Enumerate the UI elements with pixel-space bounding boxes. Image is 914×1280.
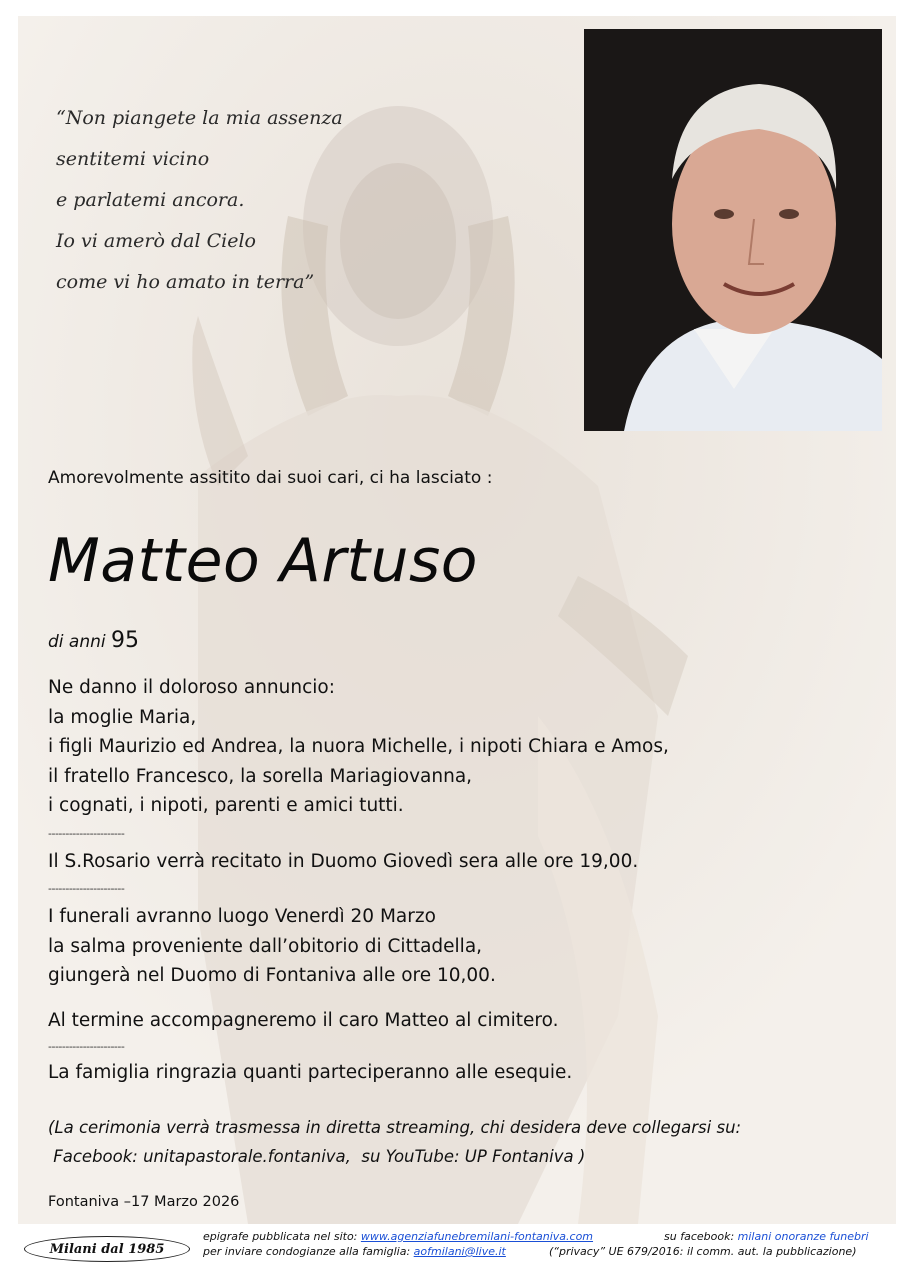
- mourners-line: il fratello Francesco, la sorella Mariagiovanna,: [48, 765, 473, 787]
- funeral-line: la salma proveniente dall’obitorio di Cittadella,: [48, 935, 483, 957]
- streaming-line: Facebook: unitapastorale.fontaniva, su YouTube: UP Fontaniva ): [48, 1147, 586, 1166]
- deceased-portrait-photo: [584, 29, 882, 431]
- cemetery-line: Al termine accompagneremo il caro Matteo al cimitero.: [48, 1010, 559, 1031]
- deceased-name: Matteo Artuso: [48, 526, 479, 596]
- separator: ----------------------: [48, 1040, 125, 1053]
- footer-row-2: [203, 1245, 506, 1258]
- mourners-line: Ne danno il doloroso annuncio:: [48, 677, 335, 698]
- quote-line: e parlatemi ancora.: [56, 189, 245, 211]
- facebook-page[interactable]: milani onoranze funebri: [737, 1230, 869, 1243]
- age-value: 95: [111, 628, 140, 653]
- quote-line: come vi ho amato in terra”: [56, 271, 315, 293]
- privacy-note: (“privacy” UE 679/2016: il comm. aut. la pubblicazione): [549, 1245, 857, 1258]
- obituary-sheet: [18, 16, 896, 1224]
- separator: ----------------------: [48, 882, 125, 895]
- mourners-line: i figli Maurizio ed Andrea, la nuora Michelle, i nipoti Chiara e Amos,: [48, 736, 669, 757]
- funeral-details: [48, 902, 496, 991]
- streaming-line: (La cerimonia verrà trasmessa in diretta streaming, chi desidera deve collegarsi su:: [48, 1118, 742, 1137]
- place-date: Fontaniva –17 Marzo 2026: [48, 1194, 240, 1210]
- mail-link[interactable]: aofmilani@live.it: [413, 1245, 506, 1258]
- quote-line: Io vi amerò dal Cielo: [56, 230, 256, 252]
- mail-label: per inviare condogianze alla famiglia:: [203, 1245, 411, 1258]
- quote-line: sentitemi vicino: [56, 148, 210, 170]
- site-link[interactable]: www.agenziafunebremilani-fontaniva.com: [360, 1230, 594, 1243]
- quote-line: “Non piangete la mia assenza: [56, 107, 343, 129]
- mourners-list: [48, 673, 669, 821]
- mourners-line: la moglie Maria,: [48, 706, 197, 728]
- rosary-line: Il S.Rosario verrà recitato in Duomo Giovedì sera alle ore 19,00.: [48, 851, 639, 872]
- intro-line: Amorevolmente assitito dai suoi cari, ci ha lasciato :: [48, 468, 493, 488]
- mourners-line: i cognati, i nipoti, parenti e amici tutti.: [48, 795, 404, 816]
- footer-row-1: [203, 1230, 593, 1243]
- separator: ----------------------: [48, 827, 125, 840]
- footer-facebook: [664, 1230, 869, 1243]
- age-line: [48, 628, 139, 653]
- agency-footer: [18, 1228, 896, 1264]
- memorial-quote: [56, 98, 343, 303]
- site-label: epigrafe pubblicata nel sito:: [203, 1230, 358, 1243]
- funeral-line: I funerali avranno luogo Venerdì 20 Marzo: [48, 906, 436, 927]
- thanks-line: La famiglia ringrazia quanti parteciperanno alle esequie.: [48, 1062, 573, 1083]
- facebook-label: su facebook:: [664, 1230, 735, 1243]
- agency-logo: Milani dal 1985: [24, 1236, 190, 1262]
- age-prefix: di anni: [48, 632, 106, 652]
- streaming-notice: [48, 1113, 741, 1171]
- funeral-line: giungerà nel Duomo di Fontaniva alle ore 10,00.: [48, 965, 496, 986]
